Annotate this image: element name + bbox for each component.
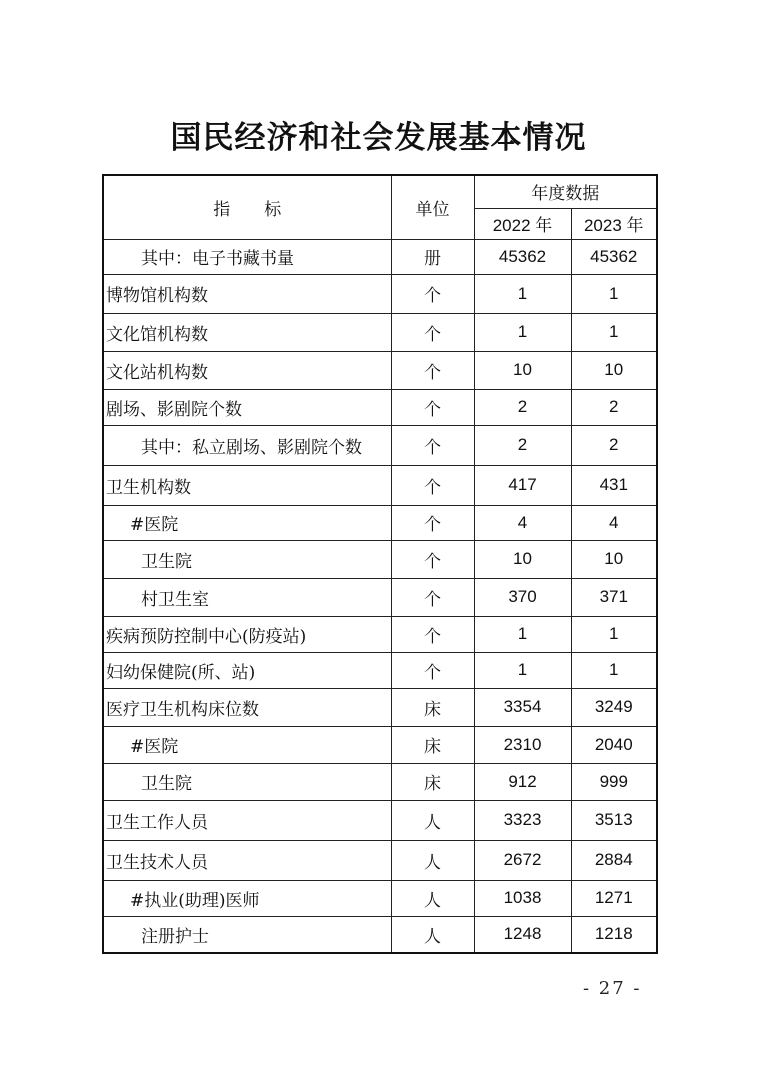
row-value-2022: 3354 <box>474 688 571 726</box>
row-value-2023: 999 <box>571 763 657 800</box>
row-value-2023: 1271 <box>571 880 657 916</box>
statistics-table <box>102 174 658 954</box>
row-unit: 个 <box>391 616 474 652</box>
row-unit: 个 <box>391 652 474 688</box>
indicator-header: 指 标 <box>103 175 391 239</box>
table-row <box>103 763 657 800</box>
page-number: - 27 - <box>583 978 642 999</box>
table-row <box>103 239 657 274</box>
row-name: 注册护士 <box>103 916 391 953</box>
row-value-2022: 4 <box>474 505 571 540</box>
row-value-2022: 912 <box>474 763 571 800</box>
row-value-2022: 10 <box>474 540 571 578</box>
unit-header: 单位 <box>391 175 474 239</box>
table-row <box>103 389 657 425</box>
row-unit: 人 <box>391 840 474 880</box>
row-value-2022: 1038 <box>474 880 571 916</box>
row-unit: 个 <box>391 389 474 425</box>
table-row <box>103 540 657 578</box>
table-row <box>103 425 657 465</box>
row-name: 卫生院 <box>103 763 391 800</box>
row-name: 博物馆机构数 <box>103 274 391 313</box>
row-unit: 个 <box>391 465 474 505</box>
row-name: 村卫生室 <box>103 578 391 616</box>
row-value-2023: 3513 <box>571 800 657 840</box>
row-value-2022: 10 <box>474 351 571 389</box>
row-unit: 床 <box>391 726 474 763</box>
row-name: 卫生院 <box>103 540 391 578</box>
row-value-2023: 2 <box>571 425 657 465</box>
row-value-2022: 2 <box>474 425 571 465</box>
row-name: #医院 <box>103 726 391 763</box>
row-unit: 个 <box>391 505 474 540</box>
table-row <box>103 688 657 726</box>
row-value-2022: 3323 <box>474 800 571 840</box>
row-unit: 个 <box>391 540 474 578</box>
row-value-2022: 370 <box>474 578 571 616</box>
row-value-2023: 3249 <box>571 688 657 726</box>
row-unit: 人 <box>391 880 474 916</box>
row-unit: 个 <box>391 425 474 465</box>
row-value-2022: 2672 <box>474 840 571 880</box>
table-row <box>103 800 657 840</box>
row-unit: 床 <box>391 688 474 726</box>
row-unit: 个 <box>391 351 474 389</box>
row-name: 其中：私立剧场、影剧院个数 <box>103 425 391 465</box>
row-name: 文化站机构数 <box>103 351 391 389</box>
row-value-2023: 2 <box>571 389 657 425</box>
table-row <box>103 313 657 351</box>
row-name: #医院 <box>103 505 391 540</box>
row-value-2023: 1 <box>571 616 657 652</box>
row-value-2023: 2040 <box>571 726 657 763</box>
row-value-2023: 45362 <box>571 239 657 274</box>
row-value-2023: 10 <box>571 351 657 389</box>
row-unit: 人 <box>391 916 474 953</box>
row-value-2022: 2 <box>474 389 571 425</box>
row-value-2022: 1 <box>474 616 571 652</box>
row-value-2022: 2310 <box>474 726 571 763</box>
row-value-2023: 431 <box>571 465 657 505</box>
table-row <box>103 578 657 616</box>
row-name: 文化馆机构数 <box>103 313 391 351</box>
row-name: 疾病预防控制中心(防疫站) <box>103 616 391 652</box>
row-name: 剧场、影剧院个数 <box>103 389 391 425</box>
year-2022-header: 2022 年 <box>474 208 571 239</box>
row-value-2023: 1 <box>571 313 657 351</box>
annual-data-header: 年度数据 <box>474 175 657 208</box>
row-value-2022: 1 <box>474 652 571 688</box>
row-value-2022: 1 <box>474 274 571 313</box>
row-value-2023: 4 <box>571 505 657 540</box>
table-row <box>103 616 657 652</box>
row-name: 妇幼保健院(所、站) <box>103 652 391 688</box>
row-name: 卫生技术人员 <box>103 840 391 880</box>
row-value-2022: 1 <box>474 313 571 351</box>
row-name: 其中：电子书藏书量 <box>103 239 391 274</box>
row-unit: 个 <box>391 274 474 313</box>
row-value-2022: 45362 <box>474 239 571 274</box>
row-value-2023: 2884 <box>571 840 657 880</box>
row-name: #执业(助理)医师 <box>103 880 391 916</box>
row-name: 卫生工作人员 <box>103 800 391 840</box>
table-row <box>103 505 657 540</box>
row-unit: 人 <box>391 800 474 840</box>
page-title: 国民经济和社会发展基本情况 <box>170 120 587 156</box>
table-row <box>103 840 657 880</box>
row-name: 医疗卫生机构床位数 <box>103 688 391 726</box>
row-unit: 册 <box>391 239 474 274</box>
row-value-2023: 1 <box>571 652 657 688</box>
row-name: 卫生机构数 <box>103 465 391 505</box>
row-value-2023: 1218 <box>571 916 657 953</box>
table-row <box>103 465 657 505</box>
row-unit: 床 <box>391 763 474 800</box>
row-value-2022: 417 <box>474 465 571 505</box>
table-row <box>103 880 657 916</box>
row-value-2023: 10 <box>571 540 657 578</box>
row-unit: 个 <box>391 313 474 351</box>
table-row <box>103 726 657 763</box>
row-value-2022: 1248 <box>474 916 571 953</box>
table-row <box>103 916 657 953</box>
table-row <box>103 351 657 389</box>
row-value-2023: 371 <box>571 578 657 616</box>
year-2023-header: 2023 年 <box>571 208 657 239</box>
table-row <box>103 652 657 688</box>
row-value-2023: 1 <box>571 274 657 313</box>
row-unit: 个 <box>391 578 474 616</box>
table-row <box>103 274 657 313</box>
